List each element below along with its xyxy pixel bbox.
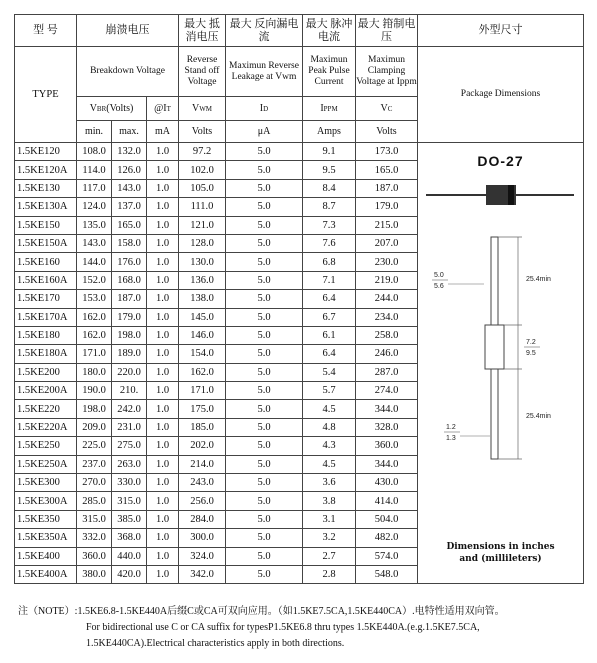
clamp-cn-header: 最大 箝制电压 — [356, 15, 418, 47]
cell-id: 5.0 — [226, 510, 303, 528]
unit-min: min. — [77, 121, 112, 143]
cell-vbr-max: 330.0 — [112, 474, 147, 492]
cell-it: 1.0 — [147, 143, 179, 161]
cell-ippm: 3.8 — [303, 492, 356, 510]
cell-vc: 287.0 — [356, 363, 418, 381]
cell-vbr-max: 132.0 — [112, 143, 147, 161]
cell-vbr-min: 360.0 — [77, 547, 112, 565]
cell-it: 1.0 — [147, 271, 179, 289]
cell-type: 1.5KE170A — [15, 308, 77, 326]
cell-id: 5.0 — [226, 326, 303, 344]
package-outline-drawing — [418, 143, 582, 563]
cell-vc: 344.0 — [356, 400, 418, 418]
wire-dia-top: 1.2 — [446, 424, 456, 431]
cell-type: 1.5KE300A — [15, 492, 77, 510]
cell-vbr-max: 165.0 — [112, 216, 147, 234]
cell-type: 1.5KE130 — [15, 179, 77, 197]
cell-it: 1.0 — [147, 216, 179, 234]
unit-max: max. — [112, 121, 147, 143]
cell-vbr-min: 209.0 — [77, 418, 112, 436]
cell-id: 5.0 — [226, 492, 303, 510]
upper-lead-length-label: 25.4min — [526, 276, 551, 283]
standoff-en-header: Reverse Stand off Voltage — [179, 47, 226, 97]
cell-id: 5.0 — [226, 271, 303, 289]
clamp-en-header: Maximun Clamping Voltage at Ippm — [356, 47, 418, 97]
cell-type: 1.5KE300 — [15, 474, 77, 492]
cell-vwm: 121.0 — [179, 216, 226, 234]
cell-type: 1.5KE250A — [15, 455, 77, 473]
cell-vbr-min: 153.0 — [77, 290, 112, 308]
cell-ippm: 2.7 — [303, 547, 356, 565]
cell-vbr-min: 285.0 — [77, 492, 112, 510]
cell-it: 1.0 — [147, 455, 179, 473]
unit-volts-clamp: Volts — [356, 121, 418, 143]
dimensions-note-line1: Dimensions in inches — [446, 542, 555, 553]
vbr-header: VBR(Volts) — [77, 97, 147, 121]
cell-it: 1.0 — [147, 234, 179, 252]
cell-it: 1.0 — [147, 326, 179, 344]
cell-vc: 215.0 — [356, 216, 418, 234]
cell-ippm: 5.7 — [303, 382, 356, 400]
cell-vc: 173.0 — [356, 143, 418, 161]
cell-vwm: 111.0 — [179, 198, 226, 216]
unit-ua: μA — [226, 121, 303, 143]
type-en-header: TYPE — [15, 47, 77, 143]
cell-id: 5.0 — [226, 565, 303, 583]
dimensions-note-line2: and (millileters) — [459, 554, 542, 565]
spec-table — [14, 14, 584, 584]
cell-ippm: 4.5 — [303, 400, 356, 418]
cell-ippm: 7.1 — [303, 271, 356, 289]
cell-type: 1.5KE400A — [15, 565, 77, 583]
cell-ippm: 7.3 — [303, 216, 356, 234]
cell-it: 1.0 — [147, 510, 179, 528]
lower-lead-length-label: 25.4min — [526, 413, 551, 420]
cell-vbr-max: 137.0 — [112, 198, 147, 216]
cell-ippm: 4.3 — [303, 437, 356, 455]
cell-it: 1.0 — [147, 492, 179, 510]
cell-vwm: 284.0 — [179, 510, 226, 528]
cell-vwm: 145.0 — [179, 308, 226, 326]
outline-cn-header: 外型尺寸 — [418, 15, 584, 47]
leakage-cn-header: 最大 反向漏电流 — [226, 15, 303, 47]
cell-vbr-min: 114.0 — [77, 161, 112, 179]
cell-type: 1.5KE350A — [15, 529, 77, 547]
cell-ippm: 9.5 — [303, 161, 356, 179]
leakage-en-header: Maximun Reverse Leakage at Vwm — [226, 47, 303, 97]
cell-vbr-max: 263.0 — [112, 455, 147, 473]
footnote — [18, 604, 588, 652]
cell-vc: 234.0 — [356, 308, 418, 326]
cell-vbr-min: 143.0 — [77, 234, 112, 252]
cell-it: 1.0 — [147, 345, 179, 363]
cell-vwm: 175.0 — [179, 400, 226, 418]
footnote-line-en-2: 1.5KE440CA).Electrical characteristics apply in both directions. — [86, 638, 345, 649]
cell-vbr-max: 220.0 — [112, 363, 147, 381]
body-length-bottom: 9.5 — [526, 350, 536, 357]
cell-vwm: 136.0 — [179, 271, 226, 289]
cell-type: 1.5KE120A — [15, 161, 77, 179]
cell-vbr-min: 225.0 — [77, 437, 112, 455]
cell-id: 5.0 — [226, 400, 303, 418]
cell-vbr-max: 231.0 — [112, 418, 147, 436]
vc-header: VC — [356, 97, 418, 121]
cell-vbr-max: 440.0 — [112, 547, 147, 565]
cell-vbr-max: 143.0 — [112, 179, 147, 197]
cell-vbr-max: 210. — [112, 382, 147, 400]
footnote-line-cn: 注（NOTE）:1.5KE6.8-1.5KE440A后缀C或CA可双向应用。（如1.5KE7.5CA,1.5KE440CA）.电特性适用双向管。 — [18, 606, 505, 617]
cell-vbr-max: 158.0 — [112, 234, 147, 252]
dimensions-note — [418, 541, 583, 565]
cell-type: 1.5KE130A — [15, 198, 77, 216]
cell-vc: 165.0 — [356, 161, 418, 179]
cell-vc: 574.0 — [356, 547, 418, 565]
cell-vwm: 185.0 — [179, 418, 226, 436]
type-cn-header: 型 号 — [15, 15, 77, 47]
cell-it: 1.0 — [147, 437, 179, 455]
cell-vbr-min: 135.0 — [77, 216, 112, 234]
cell-type: 1.5KE220A — [15, 418, 77, 436]
cell-vbr-min: 380.0 — [77, 565, 112, 583]
cell-vwm: 256.0 — [179, 492, 226, 510]
cell-ippm: 9.1 — [303, 143, 356, 161]
unit-ma: mA — [147, 121, 179, 143]
cell-it: 1.0 — [147, 290, 179, 308]
diameter-bottom: 5.6 — [434, 283, 444, 290]
cell-type: 1.5KE180 — [15, 326, 77, 344]
pulse-en-header: Maximun Peak Pulse Current — [303, 47, 356, 97]
cell-vbr-min: 144.0 — [77, 253, 112, 271]
standoff-cn-header: 最大 抵消电压 — [179, 15, 226, 47]
cell-vbr-max: 187.0 — [112, 290, 147, 308]
cell-type: 1.5KE250 — [15, 437, 77, 455]
footnote-line-en-1: For bidirectional use C or CA suffix for typesP1.5KE6.8 thru types 1.5KE440A.(e.g.1.5KE7.5CA, — [86, 622, 480, 633]
cell-ippm: 6.7 — [303, 308, 356, 326]
breakdown-en-header: Breakdown Voltage — [77, 47, 179, 97]
cell-id: 5.0 — [226, 179, 303, 197]
cell-type: 1.5KE180A — [15, 345, 77, 363]
cell-it: 1.0 — [147, 198, 179, 216]
cell-type: 1.5KE150A — [15, 234, 77, 252]
cell-ippm: 3.6 — [303, 474, 356, 492]
cell-id: 5.0 — [226, 198, 303, 216]
cell-vc: 414.0 — [356, 492, 418, 510]
package-name: DO-27 — [477, 153, 524, 169]
ippm-header: IPPM — [303, 97, 356, 121]
cell-vbr-min: 198.0 — [77, 400, 112, 418]
cell-vbr-min: 332.0 — [77, 529, 112, 547]
cell-it: 1.0 — [147, 547, 179, 565]
cell-ippm: 4.8 — [303, 418, 356, 436]
cell-ippm: 8.4 — [303, 179, 356, 197]
cell-vc: 360.0 — [356, 437, 418, 455]
cell-vc: 230.0 — [356, 253, 418, 271]
cell-it: 1.0 — [147, 400, 179, 418]
cell-it: 1.0 — [147, 474, 179, 492]
cell-vc: 430.0 — [356, 474, 418, 492]
cell-vbr-min: 162.0 — [77, 326, 112, 344]
cell-vwm: 146.0 — [179, 326, 226, 344]
cell-vwm: 97.2 — [179, 143, 226, 161]
diameter-top: 5.0 — [434, 272, 444, 279]
cell-type: 1.5KE160 — [15, 253, 77, 271]
cell-vbr-max: 368.0 — [112, 529, 147, 547]
cell-ippm: 5.4 — [303, 363, 356, 381]
cell-vbr-max: 168.0 — [112, 271, 147, 289]
cell-it: 1.0 — [147, 161, 179, 179]
cell-ippm: 6.1 — [303, 326, 356, 344]
cell-vbr-min: 180.0 — [77, 363, 112, 381]
cell-vc: 344.0 — [356, 455, 418, 473]
cell-it: 1.0 — [147, 382, 179, 400]
cell-type: 1.5KE120 — [15, 143, 77, 161]
cell-vbr-min: 152.0 — [77, 271, 112, 289]
cell-id: 5.0 — [226, 143, 303, 161]
cell-type: 1.5KE400 — [15, 547, 77, 565]
cell-id: 5.0 — [226, 529, 303, 547]
upper-lead — [491, 237, 498, 325]
cell-ippm: 7.6 — [303, 234, 356, 252]
cell-id: 5.0 — [226, 161, 303, 179]
cell-vwm: 202.0 — [179, 437, 226, 455]
cell-id: 5.0 — [226, 253, 303, 271]
cell-vbr-max: 126.0 — [112, 161, 147, 179]
cell-id: 5.0 — [226, 363, 303, 381]
cell-vbr-min: 162.0 — [77, 308, 112, 326]
cell-vbr-max: 176.0 — [112, 253, 147, 271]
cell-type: 1.5KE200A — [15, 382, 77, 400]
cell-id: 5.0 — [226, 474, 303, 492]
cell-type: 1.5KE160A — [15, 271, 77, 289]
lower-lead — [491, 369, 498, 459]
cell-vbr-min: 190.0 — [77, 382, 112, 400]
cell-vbr-min: 124.0 — [77, 198, 112, 216]
cell-vc: 179.0 — [356, 198, 418, 216]
table-row — [15, 143, 584, 161]
cathode-band — [508, 185, 514, 205]
cell-vwm: 162.0 — [179, 363, 226, 381]
cell-vbr-min: 237.0 — [77, 455, 112, 473]
cell-vbr-max: 420.0 — [112, 565, 147, 583]
cell-vbr-min: 270.0 — [77, 474, 112, 492]
body-length-top: 7.2 — [526, 339, 536, 346]
cell-vbr-min: 315.0 — [77, 510, 112, 528]
cell-id: 5.0 — [226, 290, 303, 308]
cell-ippm: 6.4 — [303, 290, 356, 308]
it-header: @IT — [147, 97, 179, 121]
cell-vwm: 342.0 — [179, 565, 226, 583]
unit-amps: Amps — [303, 121, 356, 143]
cell-it: 1.0 — [147, 418, 179, 436]
cell-id: 5.0 — [226, 345, 303, 363]
cell-vc: 219.0 — [356, 271, 418, 289]
cell-vbr-max: 385.0 — [112, 510, 147, 528]
cell-it: 1.0 — [147, 363, 179, 381]
cell-id: 5.0 — [226, 418, 303, 436]
id-header: ID — [226, 97, 303, 121]
cell-vwm: 300.0 — [179, 529, 226, 547]
cell-vbr-min: 108.0 — [77, 143, 112, 161]
cell-ippm: 4.5 — [303, 455, 356, 473]
wire-dia-bottom: 1.3 — [446, 435, 456, 442]
cell-vwm: 102.0 — [179, 161, 226, 179]
cell-ippm: 3.1 — [303, 510, 356, 528]
cell-it: 1.0 — [147, 253, 179, 271]
cell-vwm: 154.0 — [179, 345, 226, 363]
cell-type: 1.5KE220 — [15, 400, 77, 418]
diode-body — [485, 325, 504, 369]
package-en-header: Package Dimensions — [418, 47, 584, 143]
cell-id: 5.0 — [226, 382, 303, 400]
cell-type: 1.5KE200 — [15, 363, 77, 381]
unit-volts: Volts — [179, 121, 226, 143]
cell-id: 5.0 — [226, 547, 303, 565]
cell-vc: 258.0 — [356, 326, 418, 344]
cell-vbr-max: 275.0 — [112, 437, 147, 455]
cell-id: 5.0 — [226, 455, 303, 473]
cell-vbr-max: 242.0 — [112, 400, 147, 418]
cell-vwm: 243.0 — [179, 474, 226, 492]
cell-vbr-min: 117.0 — [77, 179, 112, 197]
breakdown-cn-header: 崩溃电压 — [77, 15, 179, 47]
cell-ippm: 6.8 — [303, 253, 356, 271]
cell-vc: 328.0 — [356, 418, 418, 436]
cell-vbr-max: 315.0 — [112, 492, 147, 510]
cell-it: 1.0 — [147, 565, 179, 583]
cell-ippm: 2.8 — [303, 565, 356, 583]
cell-vbr-max: 198.0 — [112, 326, 147, 344]
cell-vc: 246.0 — [356, 345, 418, 363]
package-drawing-cell — [418, 143, 584, 584]
cell-ippm: 3.2 — [303, 529, 356, 547]
cell-vwm: 214.0 — [179, 455, 226, 473]
pulse-cn-header: 最大 脉冲电流 — [303, 15, 356, 47]
cell-vc: 187.0 — [356, 179, 418, 197]
cell-vwm: 105.0 — [179, 179, 226, 197]
cell-vwm: 128.0 — [179, 234, 226, 252]
cell-vc: 274.0 — [356, 382, 418, 400]
cell-id: 5.0 — [226, 308, 303, 326]
vwm-header: VWM — [179, 97, 226, 121]
cell-vbr-max: 179.0 — [112, 308, 147, 326]
cell-id: 5.0 — [226, 437, 303, 455]
cell-it: 1.0 — [147, 529, 179, 547]
cell-type: 1.5KE170 — [15, 290, 77, 308]
cell-type: 1.5KE350 — [15, 510, 77, 528]
cell-vwm: 130.0 — [179, 253, 226, 271]
cell-vwm: 171.0 — [179, 382, 226, 400]
cell-vc: 244.0 — [356, 290, 418, 308]
cell-id: 5.0 — [226, 234, 303, 252]
cell-it: 1.0 — [147, 308, 179, 326]
cell-vc: 548.0 — [356, 565, 418, 583]
cell-vwm: 324.0 — [179, 547, 226, 565]
cell-vwm: 138.0 — [179, 290, 226, 308]
cell-ippm: 6.4 — [303, 345, 356, 363]
cell-ippm: 8.7 — [303, 198, 356, 216]
cell-type: 1.5KE150 — [15, 216, 77, 234]
cell-id: 5.0 — [226, 216, 303, 234]
cell-vbr-min: 171.0 — [77, 345, 112, 363]
cell-vc: 504.0 — [356, 510, 418, 528]
cell-it: 1.0 — [147, 179, 179, 197]
cell-vc: 482.0 — [356, 529, 418, 547]
cell-vc: 207.0 — [356, 234, 418, 252]
cell-vbr-max: 189.0 — [112, 345, 147, 363]
